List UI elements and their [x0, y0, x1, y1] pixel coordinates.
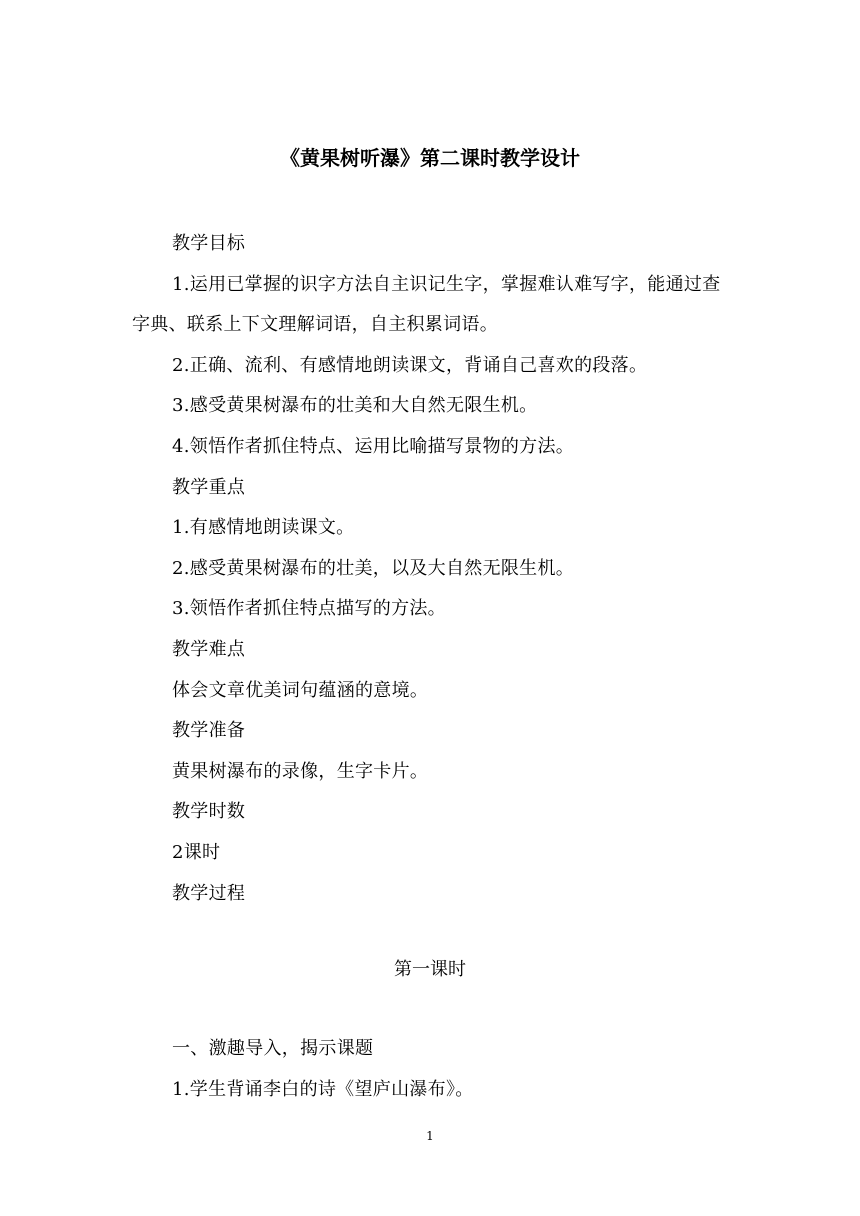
paragraph-step-1-heading: 一、激趣导入，揭示课题 [172, 1038, 374, 1059]
paragraph-difficulty-1: 体会文章优美词句蕴涵的意境。 [172, 679, 429, 701]
paragraph-key-points-heading: 教学重点 [172, 476, 246, 498]
section-body [132, 1029, 732, 1110]
paragraph-key-point-1: 1.有感情地朗读课文。 [172, 517, 355, 539]
paragraph-key-point-2: 2.感受黄果树瀑布的壮美，以及大自然无限生机。 [172, 557, 575, 579]
page-number: 1 [426, 1129, 434, 1143]
paragraph-goal-4: 4.领悟作者抓住特点、运用比喻描写景物的方法。 [172, 435, 575, 457]
paragraph-goal-2: 2.正确、流利、有感情地朗读课文，背诵自己喜欢的段落。 [172, 354, 648, 376]
paragraph-teaching-goals-heading: 教学目标 [172, 233, 246, 254]
paragraph-hours-heading: 教学时数 [172, 801, 246, 823]
paragraph-step-1-item-1: 1.学生背诵李白的诗《望庐山瀑布》。 [172, 1078, 474, 1100]
paragraph-hours-value: 2课时 [172, 841, 221, 863]
document-body [132, 224, 732, 914]
paragraph-key-point-3: 3.领悟作者抓住特点描写的方法。 [172, 598, 446, 620]
paragraph-goal-3: 3.感受黄果树瀑布的壮美和大自然无限生机。 [172, 395, 538, 417]
paragraph-preparation-1: 黄果树瀑布的录像，生字卡片。 [172, 760, 429, 782]
paragraph-difficulties-heading: 教学难点 [172, 638, 246, 660]
paragraph-process-heading: 教学过程 [172, 882, 246, 904]
paragraph-goal-1: 1.运用已掌握的识字方法自主识记生字，掌握难认难写字，能通过查字典、联系上下文理解词语，自主积累词语。 [132, 273, 721, 336]
document-title: 《黄果树听瀑》第二课时教学设计 [280, 146, 580, 170]
paragraph-preparation-heading: 教学准备 [172, 720, 246, 742]
section-heading: 第一课时 [394, 959, 466, 980]
